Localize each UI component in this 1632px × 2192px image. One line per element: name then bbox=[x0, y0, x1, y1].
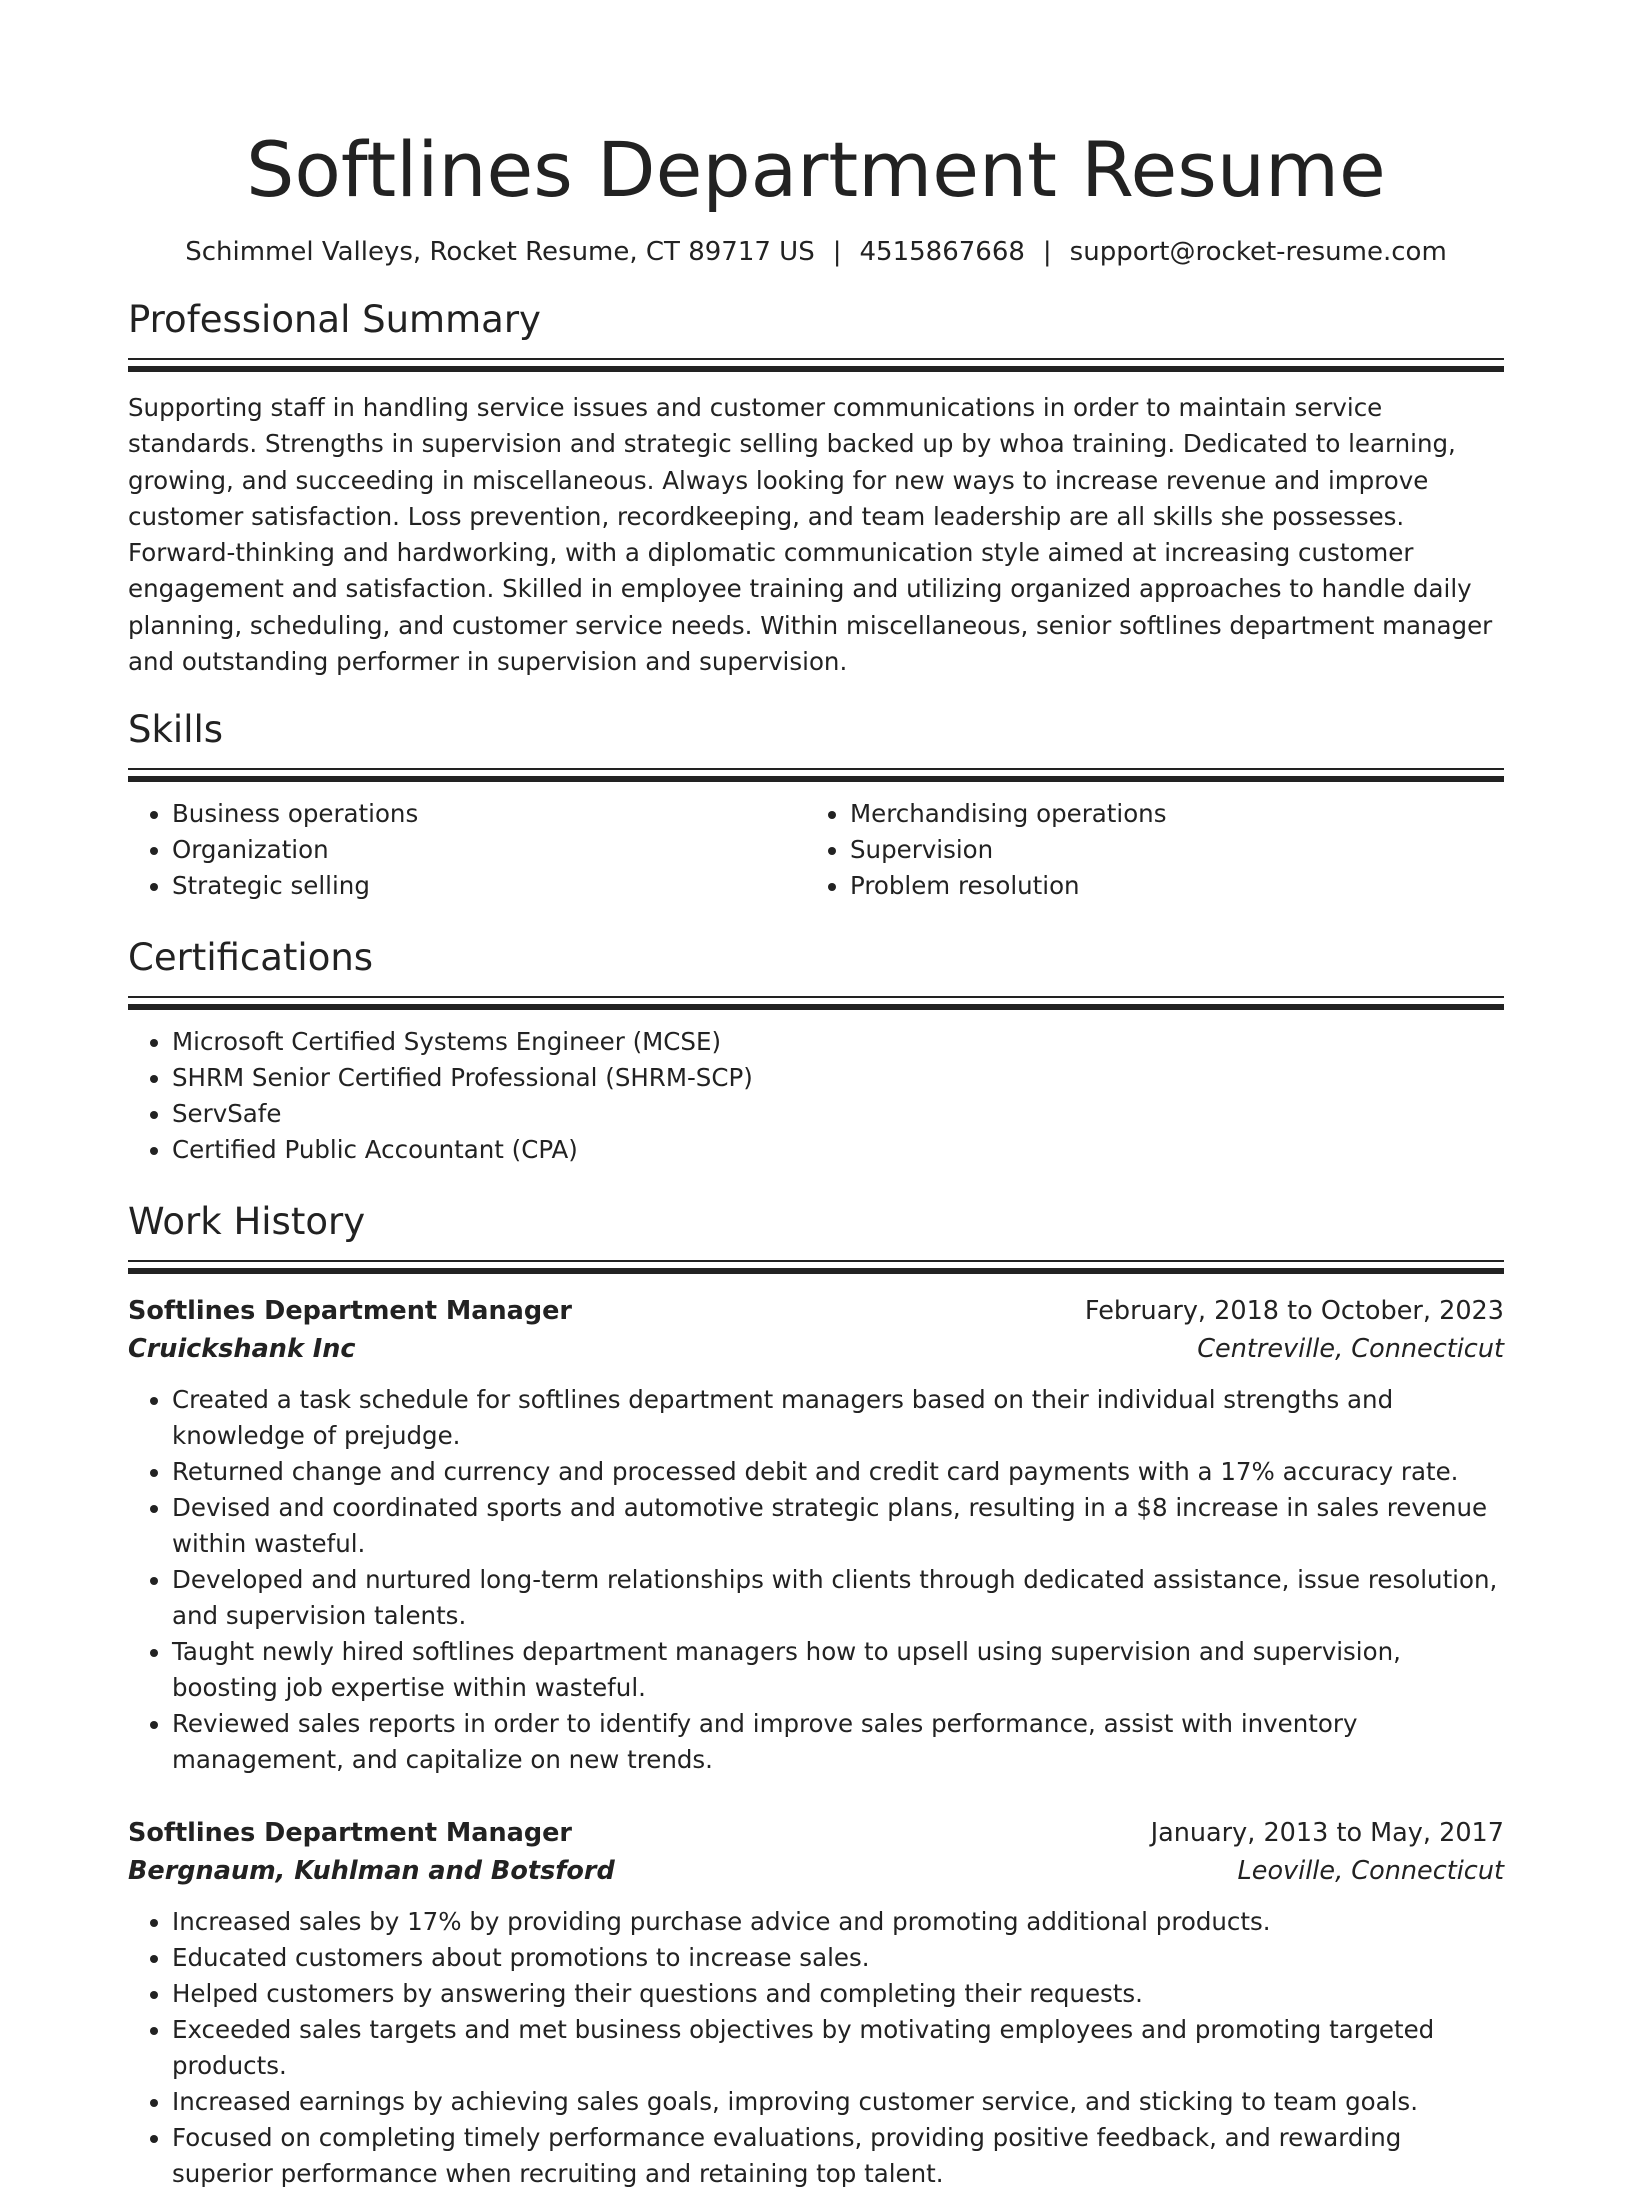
section-divider bbox=[128, 358, 1504, 372]
section-divider bbox=[128, 1260, 1504, 1274]
section-divider bbox=[128, 996, 1504, 1010]
job-bullet: • Developed and nurtured long-term relationships with clients through dedicated assistance, issue resolution, and supervision talents. bbox=[172, 1562, 1504, 1634]
skill-item: • Problem resolution bbox=[850, 868, 1484, 904]
skills-list-left bbox=[128, 796, 806, 904]
skills-heading: Skills bbox=[128, 708, 224, 752]
contact-address: Schimmel Valleys, Rocket Resume, CT 89717 US bbox=[185, 237, 815, 267]
summary-section bbox=[128, 296, 1504, 680]
job-bullet: • Created a task schedule for softlines department managers based on their individual strengths and knowledge of prejudge. bbox=[172, 1382, 1504, 1454]
contact-phone: 4515867668 bbox=[859, 237, 1025, 267]
summary-text: Supporting staff in handling service issues and customer communications in order to maintain service standards. Strengths in supervision and strategic selling backed up by whoa training. Dedicated to learning, growing, and succeeding in miscellaneous. Always looking for new ways to increase revenue and improve customer satisfaction. Loss prevention, recordkeeping, and team leadership are all skills she possesses. Forward-thinking and hardworking, with a diplomatic communication style aimed at increasing customer engagement and satisfaction. Skilled in employee training and utilizing organized approaches to handle daily planning, scheduling, and customer service needs. Within miscellaneous, senior softlines department manager and outstanding performer in supervision and supervision. bbox=[128, 393, 1493, 677]
contact-separator: | bbox=[832, 237, 842, 267]
job-bullet: • Increased earnings by achieving sales goals, improving customer service, and sticking to team goals. bbox=[172, 2084, 1504, 2120]
certifications-list bbox=[128, 1024, 1504, 1168]
skill-item: • Strategic selling bbox=[172, 868, 806, 904]
job-bullet: • Reviewed sales reports in order to identify and improve sales performance, assist with inventory management, and capitalize on new trends. bbox=[172, 1706, 1504, 1778]
job-bullet: • Taught newly hired softlines department managers how to upsell using supervision and supervision, boosting job expertise within wasteful. bbox=[172, 1634, 1504, 1706]
skills-section bbox=[128, 706, 1504, 904]
job-company: Bergnaum, Kuhlman and Botsford bbox=[128, 1856, 615, 1887]
job-header-row bbox=[128, 1814, 1504, 1852]
skills-grid bbox=[128, 796, 1504, 904]
job-bullets bbox=[128, 1382, 1504, 1778]
job-bullet: • Helped customers by answering their questions and completing their requests. bbox=[172, 1976, 1504, 2012]
skill-item: • Organization bbox=[172, 832, 806, 868]
job-dates: January, 2013 to May, 2017 bbox=[1150, 1818, 1504, 1849]
work-history-heading: Work History bbox=[128, 1200, 366, 1244]
job-bullet: • Exceeded sales targets and met business objectives by motivating employees and promoting targeted products. bbox=[172, 2012, 1504, 2084]
page-title: Softlines Department Resume bbox=[246, 125, 1386, 214]
job-location: Centreville, Connecticut bbox=[1197, 1334, 1504, 1365]
job-entry bbox=[128, 1814, 1504, 2192]
resume-page bbox=[128, 0, 1504, 2192]
skill-item: • Supervision bbox=[850, 832, 1484, 868]
job-title: Softlines Department Manager bbox=[128, 1818, 572, 1849]
job-bullet: • Educated customers about promotions to increase sales. bbox=[172, 1940, 1504, 1976]
job-bullets bbox=[128, 1904, 1504, 2192]
job-company: Cruickshank Inc bbox=[128, 1334, 356, 1365]
job-entry bbox=[128, 1292, 1504, 1778]
job-bullet: • Focused on completing timely performance evaluations, providing positive feedback, and rewarding superior performance when recruiting and retaining top talent. bbox=[172, 2120, 1504, 2192]
summary-heading: Professional Summary bbox=[128, 298, 541, 341]
certifications-heading: Certifications bbox=[128, 936, 374, 980]
skill-item: • Merchandising operations bbox=[850, 796, 1484, 832]
job-bullet: • Increased sales by 17% by providing purchase advice and promoting additional products. bbox=[172, 1904, 1504, 1940]
contact-separator: | bbox=[1042, 237, 1052, 267]
job-location: Leoville, Connecticut bbox=[1237, 1856, 1504, 1887]
contact-email: support@rocket-resume.com bbox=[1069, 237, 1447, 267]
job-bullet: • Returned change and currency and processed debit and credit card payments with a 17% accuracy rate. bbox=[172, 1454, 1504, 1490]
certification-item: • SHRM Senior Certified Professional (SHRM-SCP) bbox=[172, 1060, 1504, 1096]
work-history-section bbox=[128, 1198, 1504, 2192]
skills-list-right bbox=[806, 796, 1484, 904]
skill-item: • Business operations bbox=[172, 796, 806, 832]
job-bullet: • Devised and coordinated sports and automotive strategic plans, resulting in a $8 increase in sales revenue within wasteful. bbox=[172, 1490, 1504, 1562]
job-company-row bbox=[128, 1852, 1504, 1890]
job-company-row bbox=[128, 1330, 1504, 1368]
certification-item: • Microsoft Certified Systems Engineer (MCSE) bbox=[172, 1024, 1504, 1060]
certifications-section bbox=[128, 934, 1504, 1168]
job-dates: February, 2018 to October, 2023 bbox=[1084, 1296, 1504, 1327]
job-title: Softlines Department Manager bbox=[128, 1296, 572, 1327]
certification-item: • ServSafe bbox=[172, 1096, 1504, 1132]
section-divider bbox=[128, 768, 1504, 782]
contact-line bbox=[128, 234, 1504, 270]
certification-item: • Certified Public Accountant (CPA) bbox=[172, 1132, 1504, 1168]
job-header-row bbox=[128, 1292, 1504, 1330]
